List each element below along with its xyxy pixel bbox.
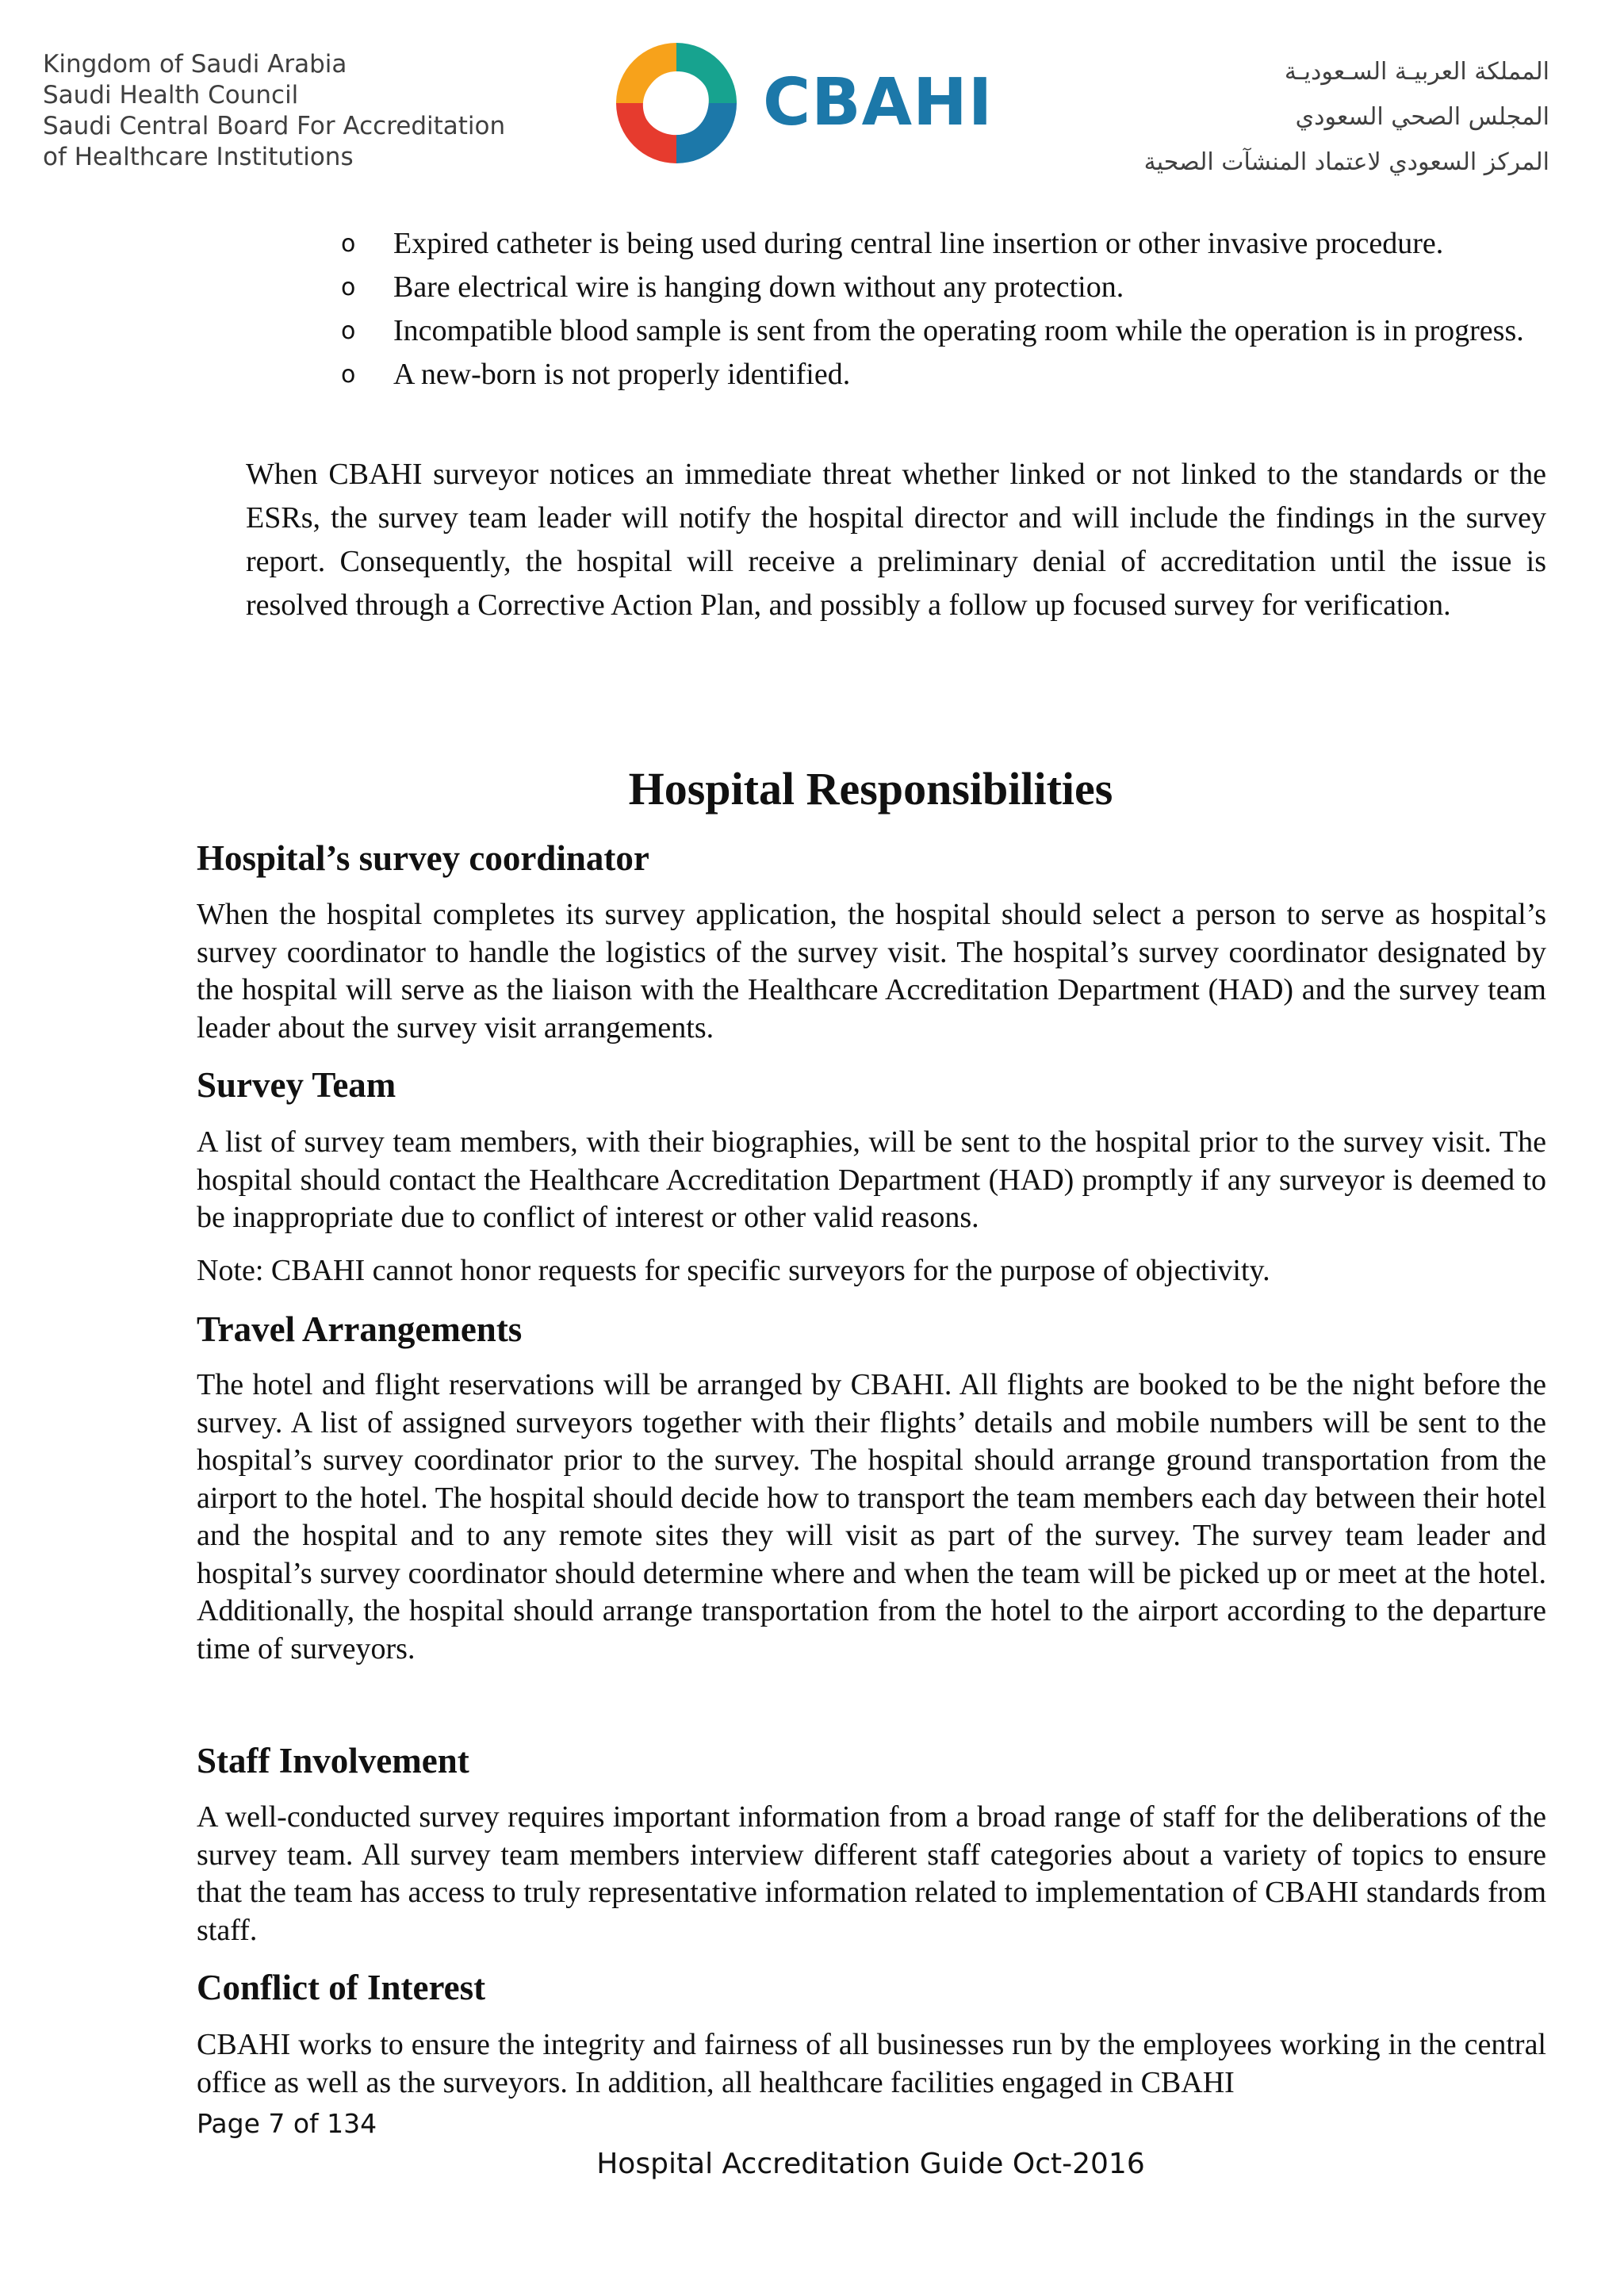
header-line-arabic: المركز السعودي لاعتماد المنشآت الصحية (1143, 148, 1549, 176)
header-line: Saudi Health Council (43, 81, 299, 109)
header-organization-english (43, 49, 550, 173)
list-item-text: Bare electrical wire is hanging down without any protection. (393, 270, 1124, 304)
list-item-text: Incompatible blood sample is sent from the operating room while the operation is in progress. (393, 314, 1524, 347)
section-paragraph-travel: The hotel and flight reservations will be arranged by CBAHI. All flights are booked to be the night before the survey. A list of assigned surveyors together with their flights’ details and mobile numbers will be sent to the hospital’s survey coordinator prior to the survey. The hospital should arrange ground transportation from the airport to the hotel. The hospital should decide how to transport the team members each day between their hotel and the hospital and to any remote sites they will visit as part of the survey. The survey team leader and hospital’s survey coordinator should determine where and when the team will be picked up or meet at the hotel. Additionally, the hospital should arrange transportation from the hotel to the airport according to the departure time of surveyors. (197, 1368, 1546, 1665)
header-line: Kingdom of Saudi Arabia (43, 50, 347, 79)
list-item (341, 266, 1546, 309)
bullet-marker: o (341, 274, 356, 301)
header-organization-arabic (1058, 49, 1549, 185)
header-line: of Healthcare Institutions (43, 143, 354, 171)
section-heading-staff: Staff Involvement (197, 1741, 469, 1780)
page-number: Page 7 of 134 (197, 2108, 377, 2139)
bullet-marker: o (341, 317, 356, 345)
section-paragraph-survey-team: A list of survey team members, with their biographies, will be sent to the hospital prior to the survey visit. The hospital should contact the Healthcare Accreditation Department (HAD) promptly if any surveyor is deemed to be inappropriate due to conflict of interest or other valid reasons. (197, 1125, 1546, 1234)
section-heading-travel: Travel Arrangements (197, 1309, 523, 1349)
section-heading-conflict: Conflict of Interest (197, 1968, 486, 2007)
header-line: Saudi Central Board For Accreditation (43, 112, 506, 140)
section-note-survey-team: Note: CBAHI cannot honor requests for specific surveyors for the purpose of objectivity. (197, 1254, 1270, 1287)
section-paragraph-staff: A well-conducted survey requires important information from a broad range of staff for the deliberations of the survey team. All survey team members interview different staff categories about a variety of topics to ensure that the team has access to truly representative information related to implementation of CBAHI standards from staff. (197, 1800, 1546, 1947)
header-line-arabic: المجلس الصحي السعودي (1295, 103, 1549, 131)
list-item (341, 353, 1546, 397)
footer-document-title: Hospital Accreditation Guide Oct-2016 (596, 2148, 1145, 2180)
section-heading-coordinator: Hospital’s survey coordinator (197, 838, 649, 878)
bullet-marker: o (341, 361, 356, 389)
list-item-text: A new-born is not properly identified. (393, 358, 851, 391)
list-item (341, 222, 1546, 266)
header-line-arabic: المملكة العربيـة السـعوديـة (1284, 58, 1549, 86)
immediate-threat-paragraph: When CBAHI surveyor notices an immediate threat whether linked or not linked to the standards or the ESRs, the survey team leader will notify the hospital director and will include the findings in the survey report. Consequently, the hospital will receive a preliminary denial of accreditation until the issue is resolved through a Corrective Action Plan, and possibly a follow up focused survey for verification. (246, 458, 1546, 622)
page-title: Hospital Responsibilities (628, 763, 1113, 815)
logo-wordmark: CBAHI (763, 65, 994, 140)
section-heading-survey-team: Survey Team (197, 1065, 396, 1105)
section-paragraph-coordinator: When the hospital completes its survey application, the hospital should select a person to serve as hospital’s survey coordinator to handle the logistics of the survey visit. The hospital’s survey coordinator designated by the hospital will serve as the liaison with the Healthcare Accreditation Department (HAD) and the survey team leader about the survey visit arrangements. (197, 898, 1546, 1045)
section-paragraph-conflict: CBAHI works to ensure the integrity and fairness of all businesses run by the employees working in the central office as well as the surveyors. In addition, all healthcare facilities engaged in CBAHI (197, 2028, 1546, 2099)
list-item-text: Expired catheter is being used during central line insertion or other invasive procedure. (393, 227, 1444, 260)
threat-examples-list (341, 222, 1546, 397)
list-item (341, 309, 1546, 353)
bullet-marker: o (341, 230, 356, 258)
